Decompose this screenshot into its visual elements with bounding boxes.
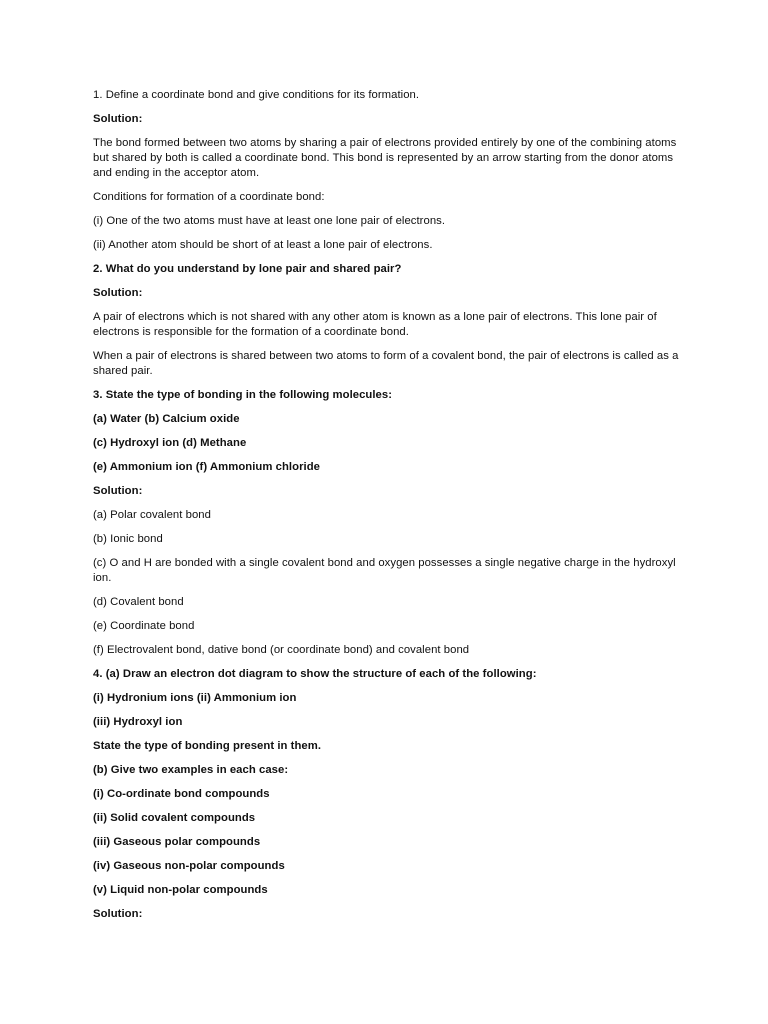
answer-item: (c) O and H are bonded with a single covalent bond and oxygen possesses a single negative charge in the hydroxyl ion. [93,557,676,584]
question-item: (i) Co-ordinate bond compounds [93,788,270,800]
question-item: (iii) Gaseous polar compounds [93,836,261,848]
answer-item: (ii) Another atom should be short of at least a lone pair of electrons. [93,239,433,251]
question-item: (ii) Solid covalent compounds [93,812,256,824]
document-page [93,88,683,931]
question-item: (c) Hydroxyl ion (d) Methane [93,437,247,449]
solution-heading: Solution: [93,113,143,125]
question-item: (iii) Hydroxyl ion [93,716,183,728]
question-4: 4. (a) Draw an electron dot diagram to show the structure of each of the following: [93,668,537,680]
question-item: State the type of bonding present in them. [93,740,322,752]
question-1: 1. Define a coordinate bond and give conditions for its formation. [93,89,420,101]
answer-item: (b) Ionic bond [93,533,163,545]
question-2: 2. What do you understand by lone pair and shared pair? [93,263,402,275]
solution-heading: Solution: [93,908,143,920]
answer-paragraph: The bond formed between two atoms by sharing a pair of electrons provided entirely by one of the combining atoms but shared by both is called a coordinate bond. This bond is represented by an arrow starting from the donor atoms and ending in the acceptor atom. [93,137,677,179]
answer-item: (d) Covalent bond [93,596,184,608]
question-item: (b) Give two examples in each case: [93,764,289,776]
question-item: (v) Liquid non-polar compounds [93,884,268,896]
question-item: (iv) Gaseous non-polar compounds [93,860,285,872]
question-item: (e) Ammonium ion (f) Ammonium chloride [93,461,320,473]
solution-heading: Solution: [93,485,143,497]
answer-item: (i) One of the two atoms must have at least one lone pair of electrons. [93,215,446,227]
solution-heading: Solution: [93,287,143,299]
answer-paragraph: When a pair of electrons is shared between two atoms to form of a covalent bond, the pair of electrons is called as a shared pair. [93,350,679,377]
question-item: (a) Water (b) Calcium oxide [93,413,240,425]
answer-item: (a) Polar covalent bond [93,509,211,521]
question-item: (i) Hydronium ions (ii) Ammonium ion [93,692,297,704]
answer-paragraph: Conditions for formation of a coordinate bond: [93,191,325,203]
question-3: 3. State the type of bonding in the following molecules: [93,389,393,401]
answer-item: (e) Coordinate bond [93,620,195,632]
answer-item: (f) Electrovalent bond, dative bond (or coordinate bond) and covalent bond [93,644,470,656]
answer-paragraph: A pair of electrons which is not shared with any other atom is known as a lone pair of electrons. This lone pair of electrons is responsible for the formation of a coordinate bond. [93,311,657,338]
